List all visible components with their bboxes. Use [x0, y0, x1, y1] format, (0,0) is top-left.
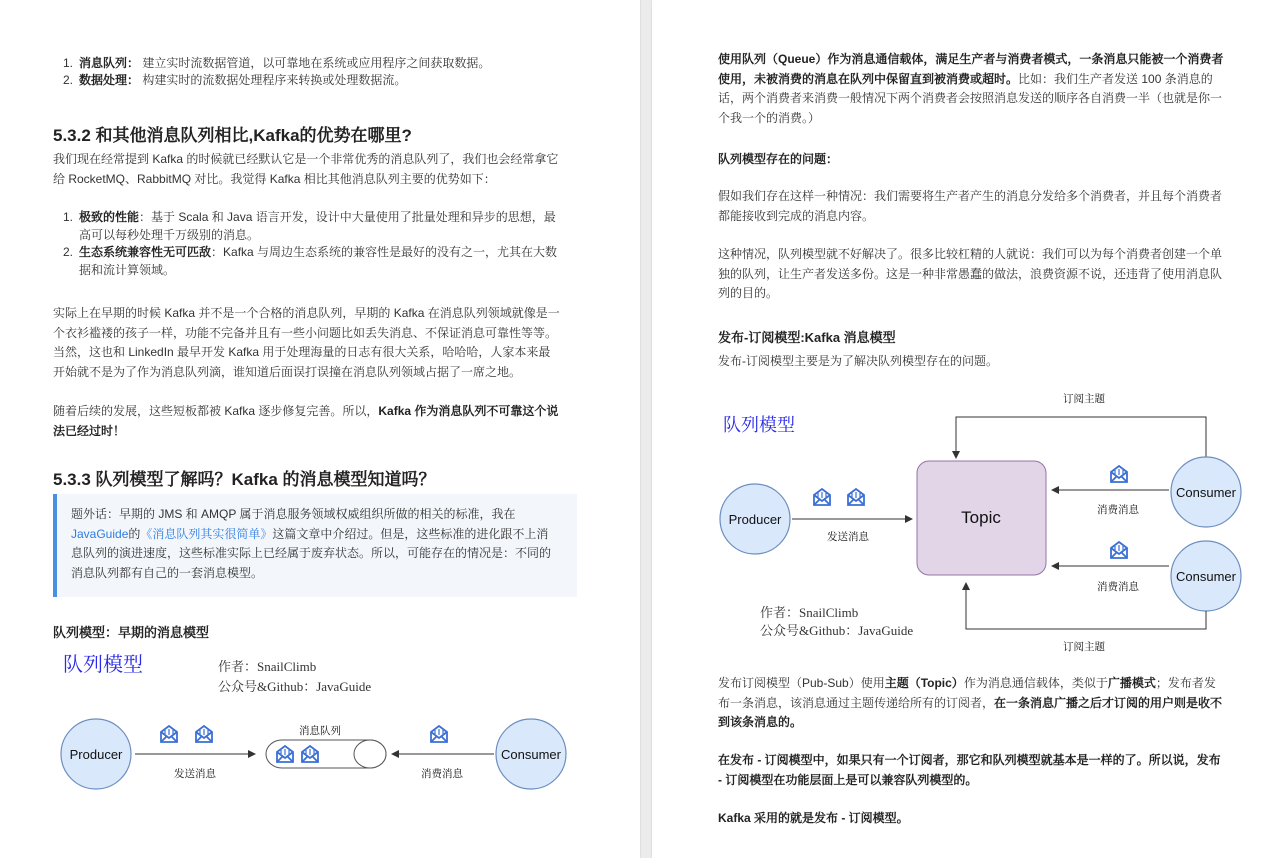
envelope-icon	[1111, 542, 1127, 558]
envelope-icon	[814, 489, 830, 505]
article-link[interactable]: 《消息队列其实很简单》	[140, 526, 273, 541]
subscribe-top-arrow	[956, 417, 1206, 465]
queue-problem-heading: 队列模型存在的问题：	[718, 152, 839, 166]
advantage-list	[53, 209, 593, 279]
diagram-title: 队列模型	[63, 654, 143, 676]
messaging-uses-list	[53, 55, 593, 89]
pubsub-intro: 发布-订阅模型主要是为了解决队列模型存在的问题。	[718, 354, 998, 368]
consume-label: 消费消息	[421, 768, 463, 780]
subscribe-bottom-arrow	[966, 583, 1206, 629]
compat-paragraph: 在发布 - 订阅模型中，如果只有一个订阅者，那它和队列模型就基本是一样的了。所以说，发布 - 订阅模型在功能层面上是可以兼容队列模型的。	[718, 753, 1221, 787]
list-item: 1. 极致的性能：基于 Scala 和 Java 语言开发，设计中大量使用了批量处理和异步的思想，最 高可以每秒处理千万级别的消息。	[63, 210, 556, 242]
send-label: 发送消息	[174, 768, 216, 780]
topic-label: Topic	[961, 508, 1001, 527]
diagram-title: 队列模型	[723, 415, 795, 435]
aside-quote: 题外话：早期的 JMS 和 AMQP 属于消息服务领域权威组织所做的相关的标准，我在 JavaGuide的《消息队列其实很简单》这篇文章中介绍过。但是，这些标准的进化跟不上消 息队列的演进速度，这些标准实际上已经属于废弃状态。所以，可能存在的情况是：不同的 消息队列都有自己的一套消息模型。	[53, 494, 577, 597]
right-page	[652, 0, 1281, 858]
kafka-advantage-intro: 我们现在经常提到 Kafka 的时候就已经默认它是一个非常优秀的消息队列了，我们也会经常拿它 给 RocketMQ、RabbitMQ 对比。我觉得 Kafka 相比其他消息队列主要的优势如下：	[53, 152, 559, 186]
author-text: 作者：SnailClimb	[218, 659, 317, 674]
problem-paragraph: 假如我们存在这样一种情况：我们需要将生产者产生的消息分发给多个消费者，并且每个消费者 都能接收到完成的消息内容。	[718, 189, 1223, 223]
envelope-icon	[431, 726, 447, 742]
envelope-icon	[161, 726, 177, 742]
consumer-label-1: Consumer	[1176, 485, 1236, 500]
subscribe-bottom-label: 订阅主题	[1063, 641, 1105, 653]
queue-model-heading: 队列模型：早期的消息模型	[53, 625, 210, 640]
left-page	[0, 0, 640, 858]
kafka-adopts-paragraph: Kafka 采用的就是发布 - 订阅模型。	[718, 811, 909, 825]
account-text: 公众号&Github：JavaGuide	[760, 623, 914, 638]
envelope-icon	[196, 726, 212, 742]
list-item: 2. 数据处理： 构建实时的流数据处理程序来转换或处理数据流。	[63, 73, 407, 87]
list-item: 2. 生态系统兼容性无可匹敌：Kafka 与周边生态系统的兼容性是最好的没有之一，尤其在大数 据和流计算领域。	[63, 245, 558, 277]
send-label: 发送消息	[827, 531, 869, 543]
consumer-label: Consumer	[501, 747, 561, 762]
producer-label: Producer	[69, 747, 123, 762]
workaround-paragraph: 这种情况，队列模型就不好解决了。很多比较杠精的人就说：我们可以为每个消费者创建一个单 独的队列，让生产者发送多份。这是一种非常愚蠢的做法，浪费资源不说，还违背了使用消息队 列的目的。	[718, 247, 1223, 300]
section-heading-533: 5.3.3 队列模型了解吗？Kafka 的消息模型知道吗？	[53, 470, 436, 489]
queue-label: 消息队列	[299, 725, 341, 737]
javaguide-link[interactable]: JavaGuide	[71, 526, 129, 541]
section-heading-532: 5.3.2 和其他消息队列相比,Kafka的优势在哪里?	[53, 126, 412, 145]
account-text: 公众号&Github：JavaGuide	[218, 679, 372, 694]
kafka-matured-paragraph: 随着后续的发展，这些短板都被 Kafka 逐步修复完善。所以，Kafka 作为消息队列不可靠这个说 法已经过时！	[53, 404, 559, 438]
pubsub-heading: 发布-订阅模型:Kafka 消息模型	[718, 330, 896, 345]
consume-label-1: 消费消息	[1097, 504, 1139, 516]
consume-label-2: 消费消息	[1097, 581, 1139, 593]
queue-model-diagram	[0, 640, 640, 858]
list-item: 1. 消息队列： 建立实时流数据管道，以可靠地在系统或应用程序之间获取数据。	[63, 56, 491, 70]
queue-definition-paragraph: 使用队列（Queue）作为消息通信载体，满足生产者与消费者模式，一条消息只能被一个消费者 使用，未被消费的消息在队列中保留直到被消费或超时。比如：我们生产者发送 100 条消息的 话，两个消费者来消费一般情况下两个消费者会按照消息发送的顺序各自消费一半（也就是你一 个我一个的消费。）	[718, 52, 1224, 125]
consumer-label-2: Consumer	[1176, 569, 1236, 584]
envelope-icon	[1111, 466, 1127, 482]
producer-label: Producer	[728, 512, 782, 527]
author-text: 作者：SnailClimb	[760, 605, 859, 620]
pubsub-model-diagram	[652, 380, 1281, 660]
early-kafka-paragraph: 实际上在早期的时候 Kafka 并不是一个合格的消息队列，早期的 Kafka 在消息队列领域就像是一 个衣衫褴褛的孩子一样，功能不完备并且有一些小问题比如丢失消息、不保证消息可靠性等等。 当然，这也和 LinkedIn 最早开发 Kafka 用于处理海量的日志有很大关系，哈哈哈，人家本来最 开始就不是为了作为消息队列滴，谁知道后面误打误撞在消息队列领域占据了一席之地。	[53, 306, 560, 379]
envelope-icon	[848, 489, 864, 505]
subscribe-top-label: 订阅主题	[1063, 393, 1105, 405]
pubsub-description: 发布订阅模型（Pub-Sub）使用主题（Topic）作为消息通信载体，类似于广播模式；发布者发 布一条消息，该消息通过主题传递给所有的订阅者，在一条消息广播之后才订阅的用户则是收不 到该条消息的。	[718, 676, 1223, 729]
